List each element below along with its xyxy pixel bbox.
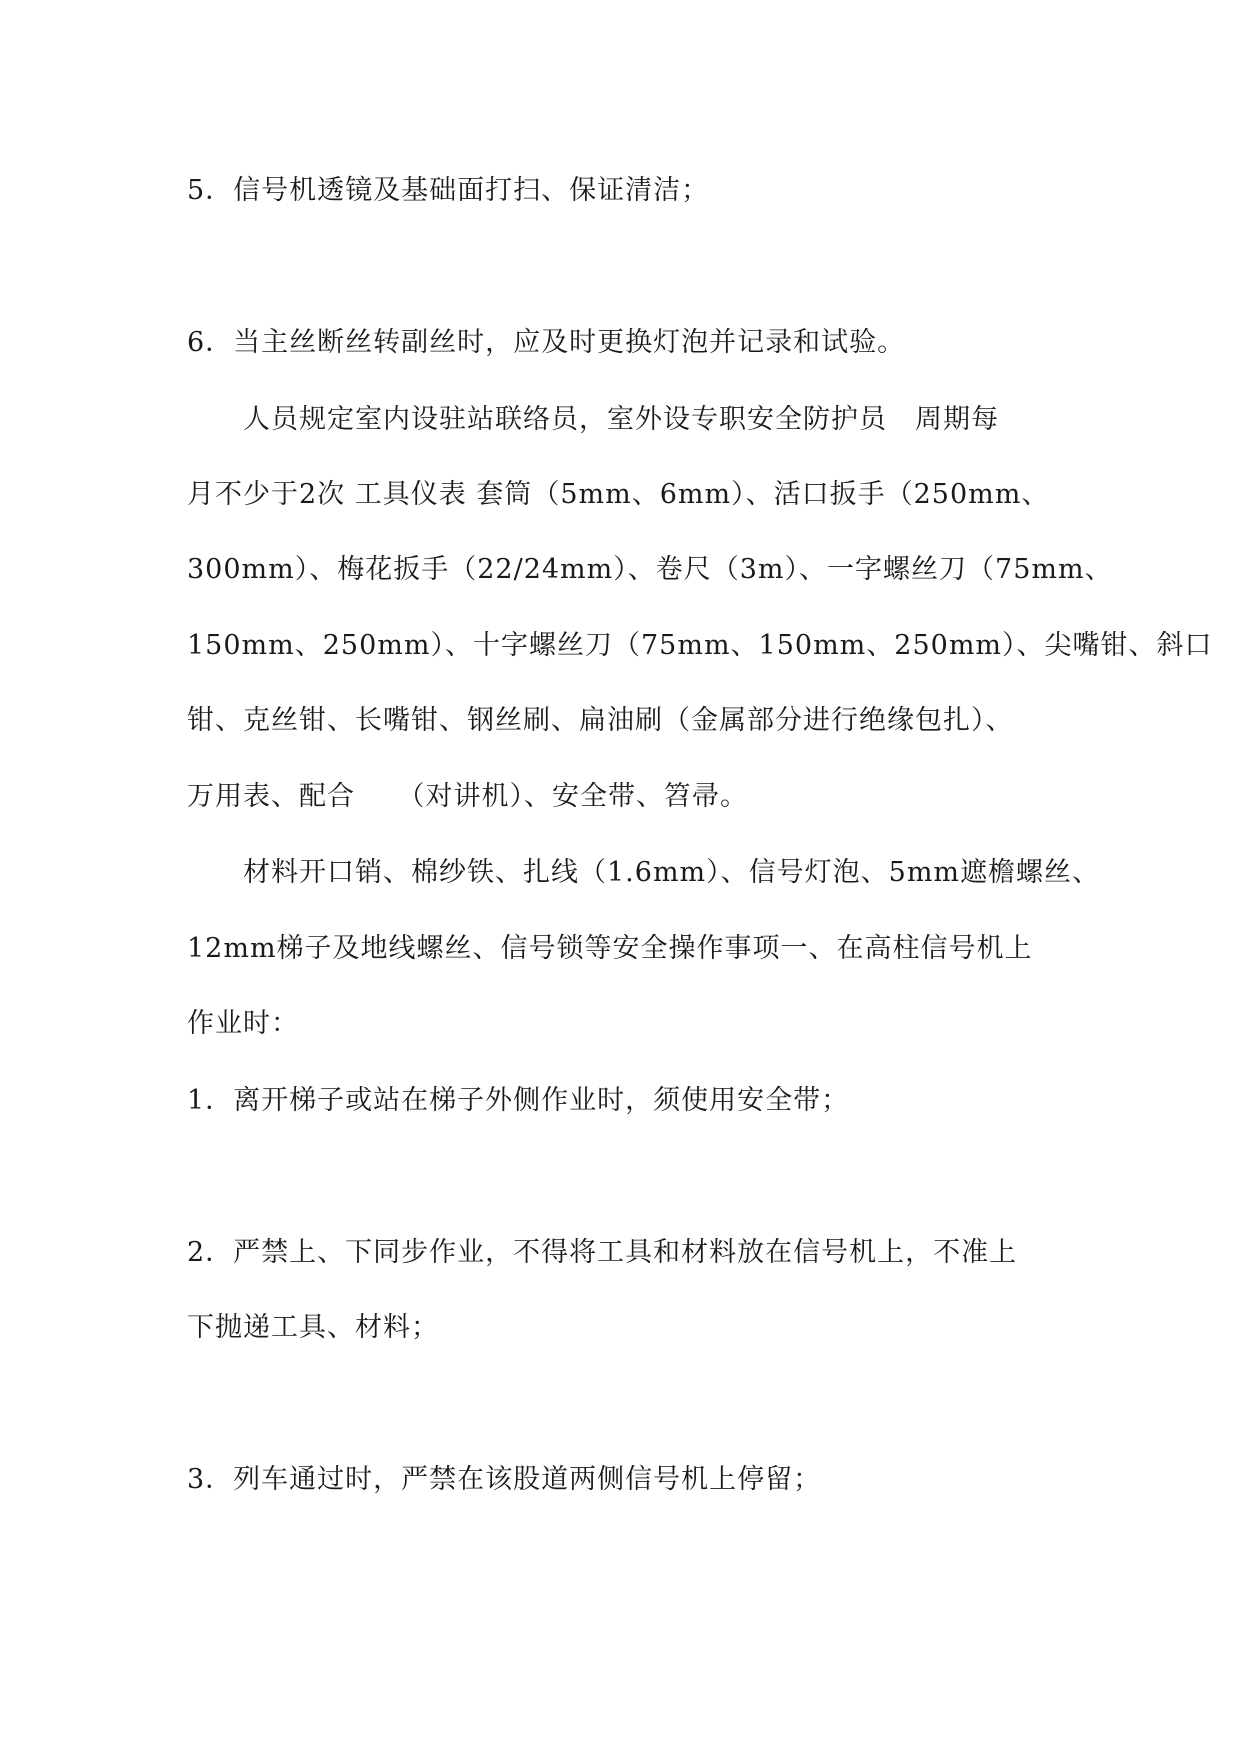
- item-5-text: 5．信号机透镜及基础面打扫、保证清洁；: [187, 175, 710, 206]
- paragraph-personnel-line-3: 300mm）、梅花扳手（22/24mm）、卷尺（3m）、一字螺丝刀（75mm、: [187, 554, 1113, 585]
- safety-item-2-line-2: 下抛递工具、材料；: [187, 1312, 439, 1343]
- paragraph-personnel-line-6: 万用表、配合 （对讲机）、安全带、笤帚。: [187, 781, 748, 812]
- item-6-text: 6．当主丝断丝转副丝时，应及时更换灯泡并记录和试验。: [187, 327, 906, 358]
- safety-item-2-line-1: 2．严禁上、下同步作业，不得将工具和材料放在信号机上，不准上: [187, 1237, 1018, 1268]
- paragraph-personnel-line-5: 钳、克丝钳、长嘴钳、钢丝刷、扁油刷（金属部分进行绝缘包扎）、: [187, 705, 1014, 736]
- safety-item-1-text: 1．离开梯子或站在梯子外侧作业时，须使用安全带；: [187, 1085, 850, 1116]
- paragraph-materials-line-1: 材料开口销、棉纱铁、扎线（1.6mm）、信号灯泡、5mm遮檐螺丝、: [243, 857, 1101, 888]
- paragraph-materials-line-3: 作业时：: [187, 1008, 299, 1039]
- paragraph-personnel-line-4: 150mm、250mm）、十字螺丝刀（75mm、150mm、250mm）、尖嘴钳、斜口: [187, 630, 1213, 661]
- paragraph-materials-line-2: 12mm梯子及地线螺丝、信号锁等安全操作事项一、在高柱信号机上: [187, 933, 1033, 964]
- paragraph-personnel-line-1: 人员规定室内设驻站联络员，室外设专职安全防护员 周期每: [243, 404, 999, 435]
- safety-item-3-text: 3．列车通过时，严禁在该股道两侧信号机上停留；: [187, 1464, 822, 1495]
- paragraph-personnel-line-2: 月不少于2次 工具仪表 套筒（5mm、6mm）、活口扳手（250mm、: [187, 479, 1050, 510]
